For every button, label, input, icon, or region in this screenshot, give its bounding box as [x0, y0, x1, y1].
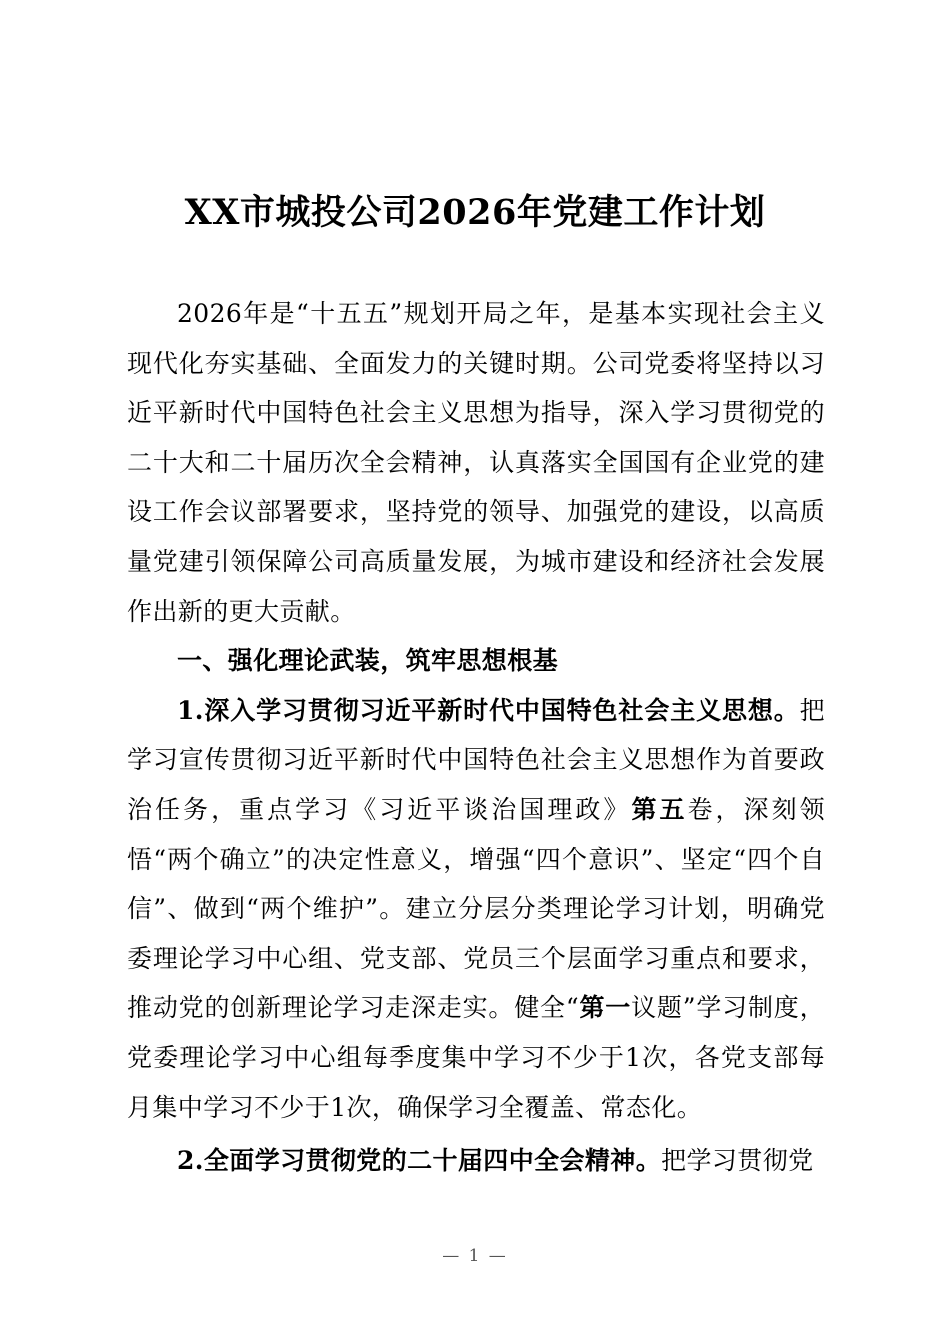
section-heading: 一、强化理论武装，筑牢思想根基 [177, 646, 559, 676]
item-1-paragraph [127, 686, 825, 1132]
item-1-bold-b: 第一 [579, 993, 632, 1023]
item-1-lead: 1.深入学习贯彻习近平新时代中国特色社会主义思想。 [177, 695, 800, 725]
document-title: XX市城投公司2026年党建工作计划 [184, 192, 766, 233]
document-body [127, 289, 825, 1186]
item-1-text-a: 把学习宣传贯彻习近平新时代中国特色社会主义思想作为首要政治任务，重点学习《习近平谈治国理政》 [127, 695, 825, 824]
item-1-bold-a: 第五 [631, 794, 688, 824]
intro-paragraph: 2026年是“十五五”规划开局之年，是基本实现社会主义现代化夯实基础、全面发力的关键时期。公司党委将坚持以习近平新时代中国特色社会主义思想为指导，深入学习贯彻党的二十大和二十届历次全会精神，认真落实全国国有企业党的建设工作会议部署要求，坚持党的领导、加强党的建设，以高质量党建引领保障公司高质量发展，为城市建设和经济社会发展作出新的更大贡献。 [127, 299, 825, 626]
item-1-text-c: 议题”学习制度，党委理论学习中心组每季度集中学习不少于1次，各党支部每月集中学习不少于1次，确保学习全覆盖、常态化。 [127, 993, 825, 1122]
item-2-paragraph [127, 1136, 825, 1186]
item-1-text-b: 卷，深刻领悟“两个确立”的决定性意义，增强“四个意识”、坚定“四个自信”、做到“两个维护”。建立分层分类理论学习计划，明确党委理论学习中心组、党支部、党员三个层面学习重点和要求，推动党的创新理论学习走深走实。健全“ [127, 794, 825, 1023]
page-number: — 1 — [442, 1246, 508, 1266]
item-2-text: 把学习贯彻党 [661, 1146, 814, 1176]
item-2-lead: 2.全面学习贯彻党的二十届四中全会精神。 [177, 1146, 662, 1176]
